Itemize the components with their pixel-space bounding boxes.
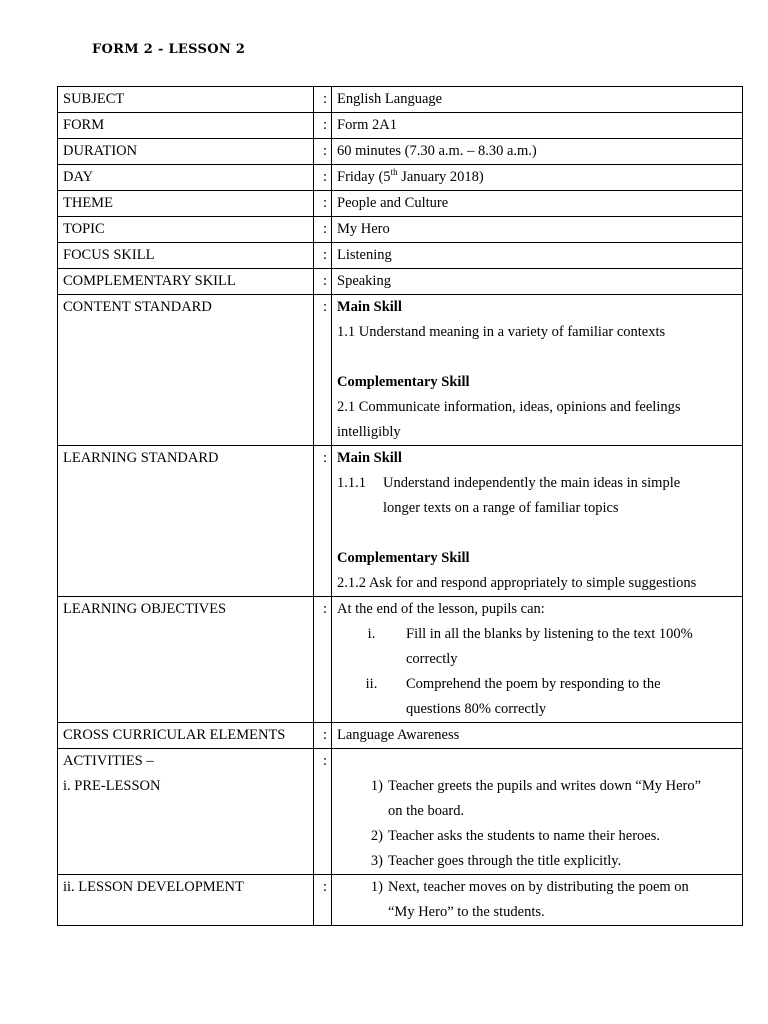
pre-lesson-line2: on the board. [388,803,465,819]
colon: : [314,597,332,723]
learning-main-line1: Understand independently the main ideas in simple [383,475,681,491]
objective-line1: Comprehend the poem by responding to the [406,676,661,692]
row-focus-skill [58,243,743,269]
development-num: 1) [370,879,383,895]
row-content-standard [58,295,743,446]
content-comp-heading: Complementary Skill [337,374,470,390]
lesson-development-label: ii. LESSON DEVELOPMENT [58,875,314,926]
learning-main-heading: Main Skill [337,450,402,466]
row-complementary-skill [58,269,743,295]
pre-lesson-line1: Teacher asks the students to name their heroes. [388,828,660,844]
row-duration [58,139,743,165]
row-lesson-development [58,875,743,926]
day-value-sup: th [390,167,398,178]
learning-comp-heading: Complementary Skill [337,550,470,566]
content-main-text: 1.1 Understand meaning in a variety of familiar contexts [337,324,666,340]
topic-label: TOPIC [58,217,314,243]
colon: : [314,243,332,269]
colon: : [314,113,332,139]
row-learning-objectives [58,597,743,723]
pre-lesson-num: 2) [370,828,383,844]
day-value-pre: Friday (5 [337,169,391,185]
content-comp-line2: intelligibly [337,424,401,440]
pre-lesson-line1: Teacher greets the pupils and writes down “My Hero” [388,778,702,794]
development-line1: Next, teacher moves on by distributing the poem on [388,879,689,895]
objective-item [337,622,742,647]
learning-main-num: 1.1.1 [337,475,366,491]
learning-objectives-label: LEARNING OBJECTIVES [58,597,314,723]
day-value [332,165,743,191]
pre-lesson-line1: Teacher goes through the title explicitly. [388,853,622,869]
learning-main-item [337,471,742,496]
colon: : [314,723,332,749]
colon: : [314,165,332,191]
objective-line2: correctly [406,651,458,667]
day-label: DAY [58,165,314,191]
objective-item-cont [337,697,742,722]
row-day [58,165,743,191]
spacer [337,345,742,370]
colon: : [314,87,332,113]
pre-lesson-num: 1) [370,778,383,794]
colon: : [314,875,332,926]
cross-curricular-value: Language Awareness [332,723,743,749]
development-item-cont [337,900,742,925]
content-main-heading: Main Skill [337,299,402,315]
duration-value: 60 minutes (7.30 a.m. – 8.30 a.m.) [332,139,743,165]
learning-main-line2: longer texts on a range of familiar topics [383,500,619,516]
page-title: FORM 2 - LESSON 2 [92,42,246,57]
objective-num: i. [367,626,376,642]
colon: : [314,191,332,217]
colon: : [314,749,332,875]
subject-label: SUBJECT [58,87,314,113]
pre-lesson-label: i. PRE-LESSON [63,778,161,794]
colon: : [314,217,332,243]
form-value: Form 2A1 [332,113,743,139]
row-theme [58,191,743,217]
content-standard-label: CONTENT STANDARD [58,295,314,446]
pre-lesson-num: 3) [370,853,383,869]
cross-curricular-label: CROSS CURRICULAR ELEMENTS [58,723,314,749]
objective-line2: questions 80% correctly [406,701,547,717]
content-comp-line1: 2.1 Communicate information, ideas, opinions and feelings [337,399,681,415]
colon: : [314,269,332,295]
topic-value: My Hero [332,217,743,243]
theme-label: THEME [58,191,314,217]
activities-value [332,749,743,875]
objective-num: ii. [365,676,378,692]
colon: : [314,446,332,597]
learning-standard-label: LEARNING STANDARD [58,446,314,597]
learning-main-item-cont [337,496,742,521]
colon: : [314,295,332,446]
lesson-plan-table [57,86,743,926]
spacer [337,749,742,774]
activities-label: ACTIVITIES – [63,753,154,769]
focus-skill-label: FOCUS SKILL [58,243,314,269]
colon: : [314,139,332,165]
objective-line1: Fill in all the blanks by listening to the text 100% [406,626,693,642]
objective-item [337,672,742,697]
duration-label: DURATION [58,139,314,165]
spacer [337,521,742,546]
row-topic [58,217,743,243]
complementary-skill-value: Speaking [332,269,743,295]
pre-lesson-item [337,849,742,874]
development-line2: “My Hero” to the students. [388,904,545,920]
learning-standard-value [332,446,743,597]
pre-lesson-item-cont [337,799,742,824]
pre-lesson-item [337,774,742,799]
row-activities [58,749,743,875]
subject-value: English Language [332,87,743,113]
objective-item-cont [337,647,742,672]
pre-lesson-item [337,824,742,849]
row-cross-curricular [58,723,743,749]
row-learning-standard [58,446,743,597]
row-form [58,113,743,139]
activities-label-cell [58,749,314,875]
development-item [337,875,742,900]
form-label: FORM [58,113,314,139]
objectives-intro: At the end of the lesson, pupils can: [337,601,545,617]
row-subject [58,87,743,113]
learning-objectives-value [332,597,743,723]
focus-skill-value: Listening [332,243,743,269]
day-value-post: January 2018) [397,169,484,185]
learning-comp-text: 2.1.2 Ask for and respond appropriately to simple suggestions [337,575,697,591]
content-standard-value [332,295,743,446]
lesson-development-value [332,875,743,926]
theme-value: People and Culture [332,191,743,217]
complementary-skill-label: COMPLEMENTARY SKILL [58,269,314,295]
